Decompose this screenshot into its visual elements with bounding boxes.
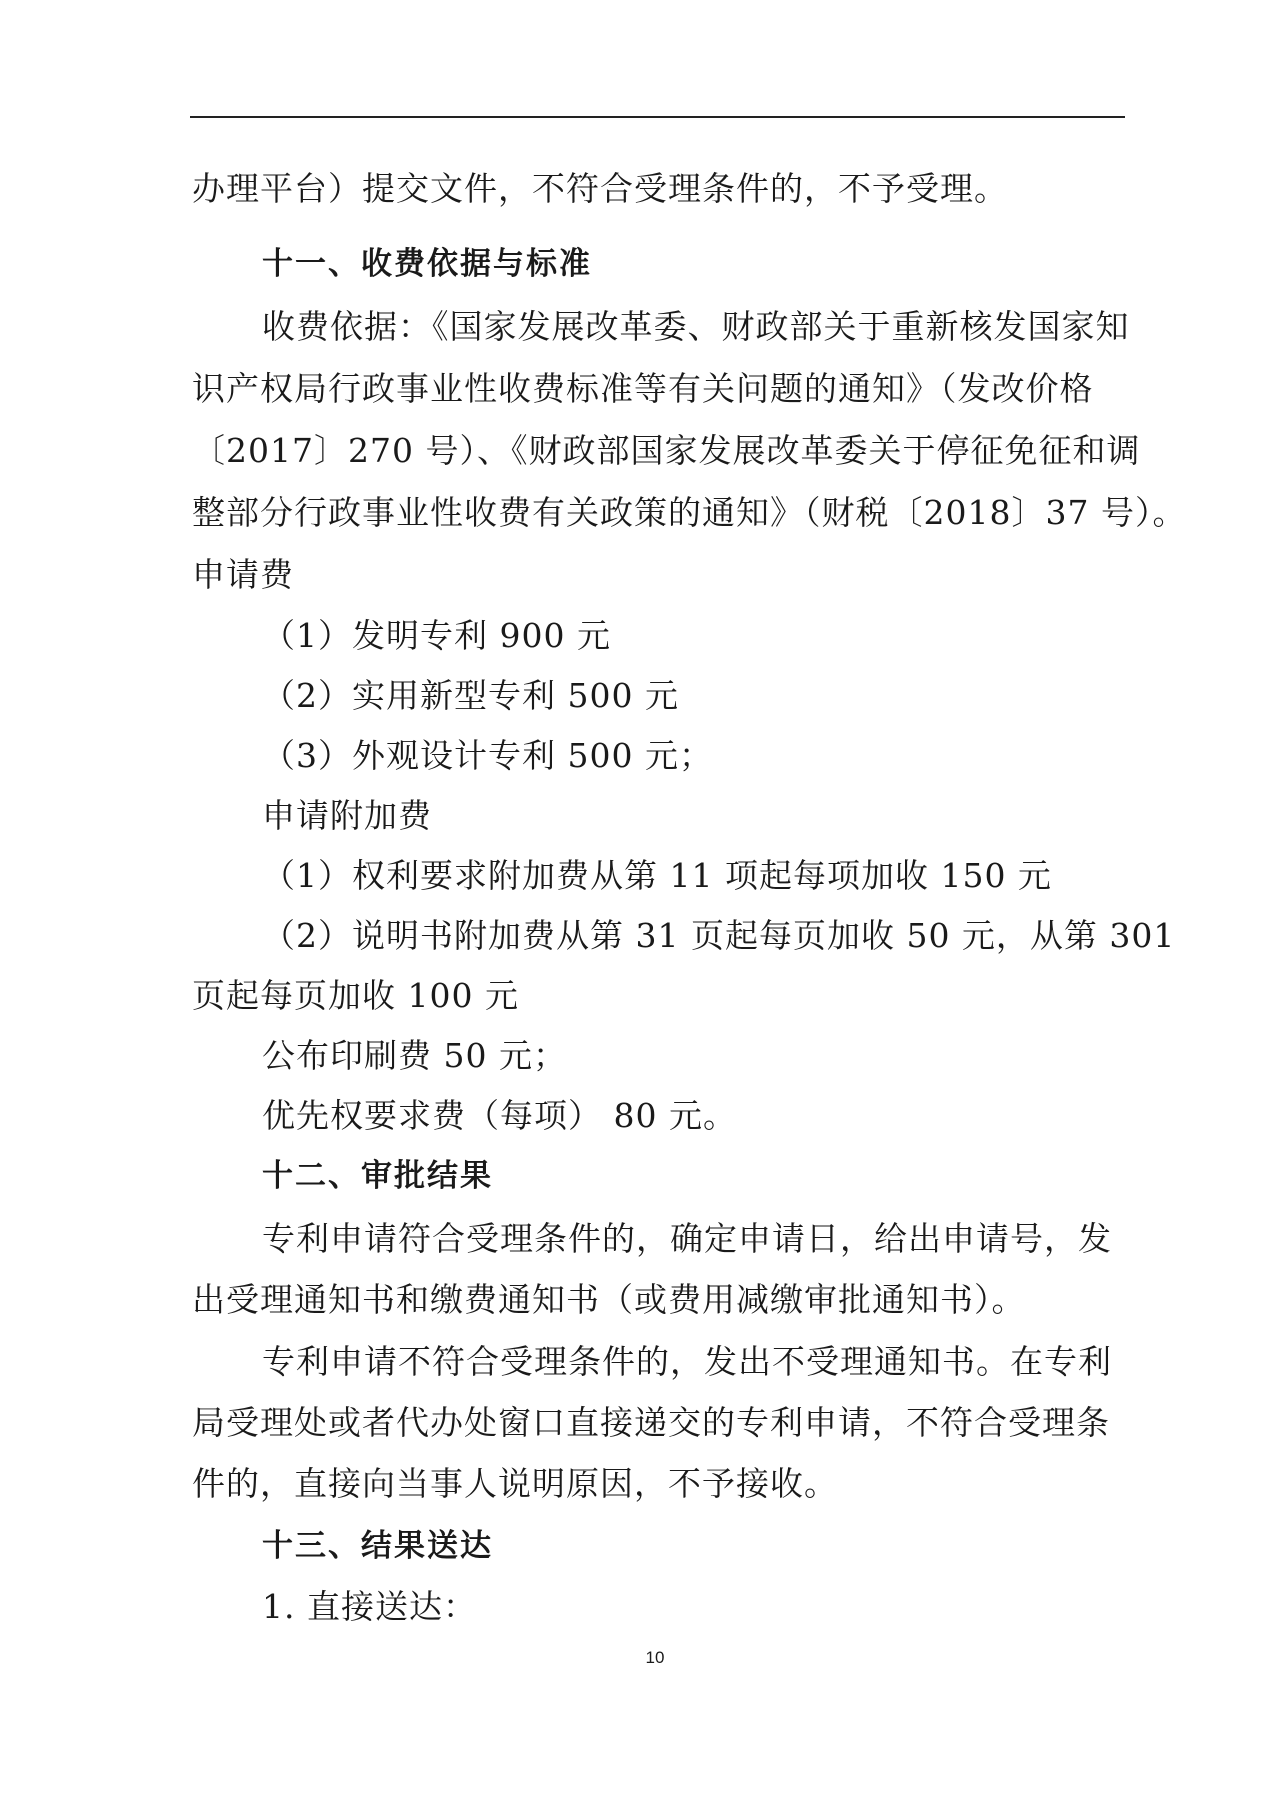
paragraph-line: 申请附加费 — [262, 796, 432, 835]
paragraph-line: 1. 直接送达： — [262, 1587, 477, 1626]
list-item: （2）实用新型专利 500 元 — [262, 676, 679, 715]
section-heading-fees: 十一、收费依据与标准 — [262, 246, 592, 282]
section-heading-delivery: 十三、结果送达 — [262, 1528, 493, 1564]
paragraph-line: 〔2017〕270 号）、《财政部国家发展改革委关于停征免征和调 — [192, 431, 1141, 470]
list-item: （2）说明书附加费从第 31 页起每页加收 50 元，从第 301 — [262, 916, 1176, 955]
paragraph-line: 件的，直接向当事人说明原因，不予接收。 — [192, 1464, 838, 1503]
section-heading-result: 十二、审批结果 — [262, 1158, 493, 1194]
paragraph-line: 局受理处或者代办处窗口直接递交的专利申请，不符合受理条 — [192, 1403, 1110, 1442]
paragraph-line: 出受理通知书和缴费通知书（或费用减缴审批通知书）。 — [192, 1280, 1026, 1319]
list-item: （1）发明专利 900 元 — [262, 616, 611, 655]
page-number: 10 — [645, 1648, 665, 1667]
paragraph-line: 收费依据：《国家发展改革委、财政部关于重新核发国家知 — [262, 307, 1130, 346]
paragraph-line: 识产权局行政事业性收费标准等有关问题的通知》（发改价格 — [192, 369, 1094, 408]
paragraph-line: 办理平台）提交文件，不符合受理条件的，不予受理。 — [192, 169, 1008, 208]
list-item: （3）外观设计专利 500 元； — [262, 736, 713, 775]
paragraph-line: 公布印刷费 50 元； — [262, 1036, 567, 1075]
paragraph-line: 优先权要求费（每项） 80 元。 — [262, 1096, 737, 1135]
header-rule — [190, 116, 1125, 118]
paragraph-line: 专利申请符合受理条件的，确定申请日，给出申请号，发 — [262, 1219, 1112, 1258]
paragraph-line: 专利申请不符合受理条件的，发出不受理通知书。在专利 — [262, 1342, 1112, 1381]
paragraph-line: 页起每页加收 100 元 — [192, 976, 519, 1015]
list-item: （1）权利要求附加费从第 11 项起每项加收 150 元 — [262, 856, 1052, 895]
paragraph-line: 申请费 — [192, 555, 294, 594]
paragraph-line: 整部分行政事业性收费有关政策的通知》（财税〔2018〕37 号）。 — [192, 493, 1187, 532]
